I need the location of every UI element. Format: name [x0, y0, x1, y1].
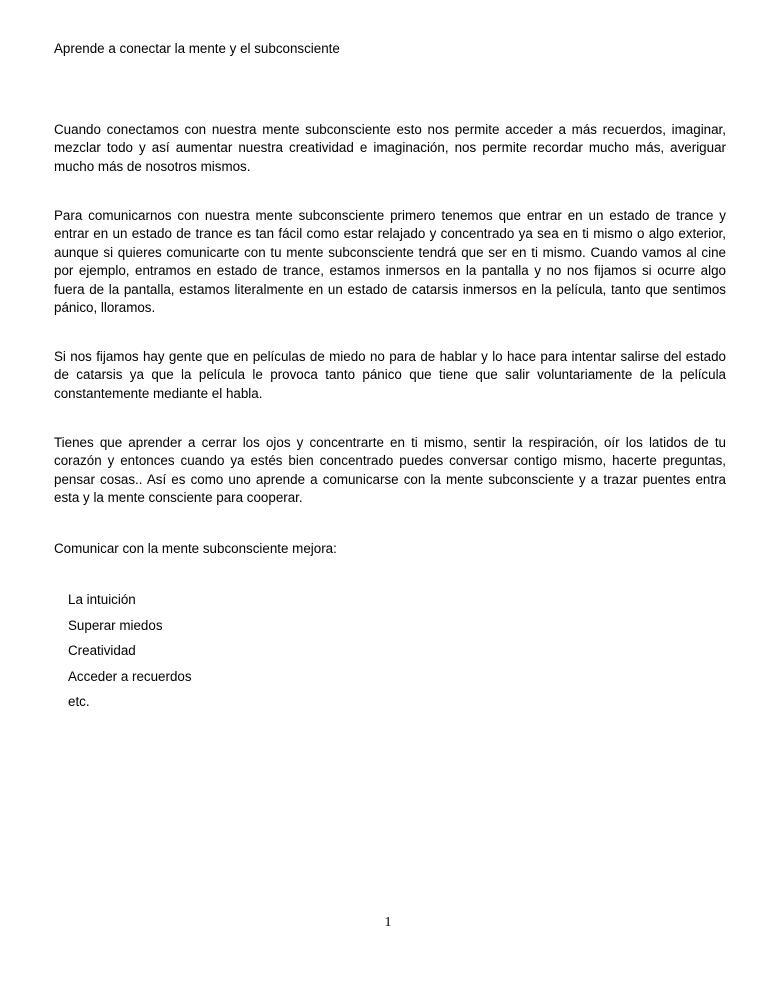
- paragraph-4: Tienes que aprender a cerrar los ojos y concentrarte en ti mismo, sentir la respiración, oír los latidos de tu corazón y entonces cuando ya estés bien concentrado puedes conversar contigo mismo, hacerte preguntas, pensar cosas.. Así es como uno aprende a comunicarse con la mente subconsciente y a trazar puentes entra esta y la mente consciente para cooperar.: [54, 435, 726, 506]
- paragraph-2: Para comunicarnos con nuestra mente subconsciente primero tenemos que entrar en un estado de trance y entrar en un estado de trance es tan fácil como estar relajado y concentrado ya sea en ti mismo o algo exterior, aunque si quieres comunicarte con tu mente subconsciente tendrá que ser en ti mismo. Cuando vamos al cine por ejemplo, entramos en estado de trance, estamos inmersos en la pantalla y no nos fijamos si ocurre algo fuera de la pantalla, estamos literalmente en un estado de catarsis inmersos en la película, tanto que sentimos pánico, lloramos.: [54, 208, 726, 316]
- benefits-list: [68, 591, 192, 719]
- list-item: etc.: [68, 694, 90, 709]
- list-item: Superar miedos: [68, 617, 163, 633]
- page-number: 1: [384, 915, 392, 930]
- paragraph-1: Cuando conectamos con nuestra mente subconsciente esto nos permite acceder a más recuerdos, imaginar, mezclar todo y así aumentar nuestra creatividad e imaginación, nos permite recordar mucho más, averiguar mucho más de nosotros mismos.: [54, 122, 726, 174]
- list-intro: Comunicar con la mente subconsciente mejora:: [54, 541, 337, 556]
- list-item: Acceder a recuerdos: [68, 668, 192, 684]
- document-title: Aprende a conectar la mente y el subconsciente: [54, 41, 340, 56]
- list-item: Creatividad: [68, 643, 136, 658]
- paragraph-3: Si nos fijamos hay gente que en películas de miedo no para de hablar y lo hace para intentar salirse del estado de catarsis ya que la película le provoca tanto pánico que tiene que salir voluntariamente de la película constantemente mediante el habla.: [54, 349, 726, 401]
- list-item: La intuición: [68, 592, 136, 607]
